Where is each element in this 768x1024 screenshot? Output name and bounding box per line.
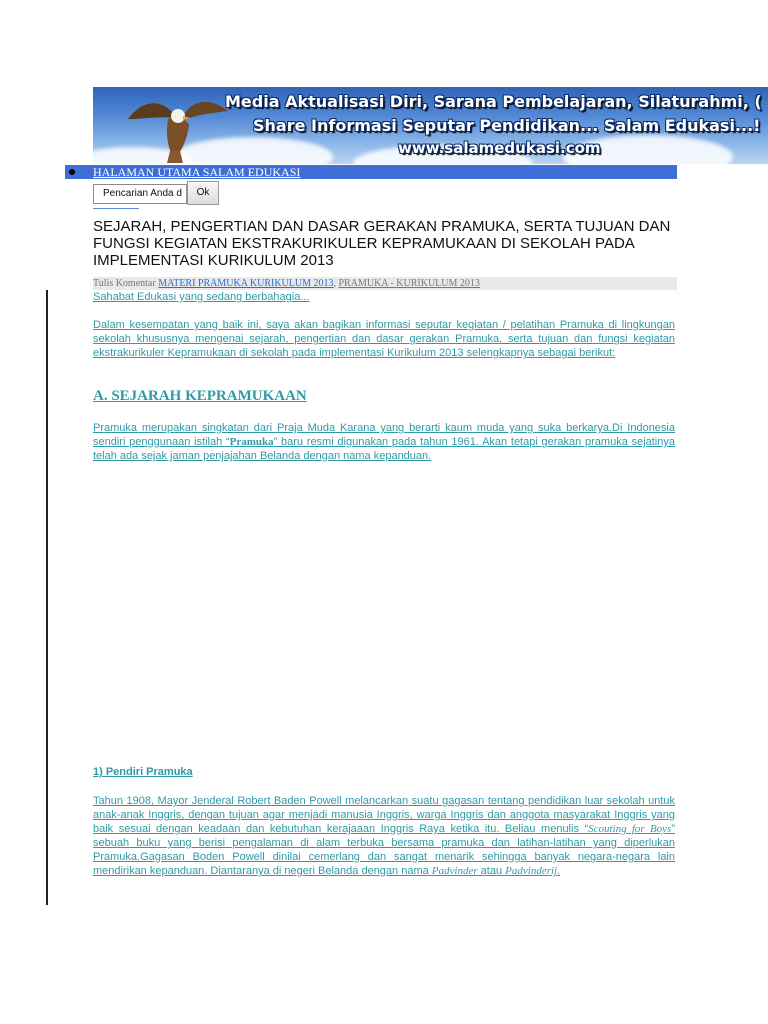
term-padvinder: Padvinder (431, 865, 478, 877)
founder-mid: atau (477, 865, 506, 877)
label-separator: , (333, 278, 339, 289)
banner-tagline-1: Media Aktualisasi Diri, Sarana Pembelajaran, Silaturahmi, ( (225, 92, 762, 111)
founder-paragraph (93, 794, 675, 878)
eagle-logo-icon (123, 89, 233, 164)
section-heading-sejarah: A. SEJARAH KEPRAMUKAAN (93, 388, 307, 404)
comment-label: Tulis Komentar (93, 278, 156, 289)
post-title: SEJARAH, PENGERTIAN DAN DASAR GERAKAN PRAMUKA, SERTA TUJUAN DAN FUNGSI KEGIATAN EKSTRAKURIKULER KEPRAMUKAAN DI SEKOLAH PADA IMPLEMENTASI KURIKULUM 2013 (93, 218, 671, 269)
term-pramuka: Pramuka (229, 436, 274, 448)
book-title: Scouting for Boys (588, 823, 672, 835)
founder-end: . (557, 865, 561, 877)
banner-tagline-2: Share Informasi Seputar Pendidikan... Salam Edukasi...! (253, 116, 761, 135)
pramuka-def-part1: Pramuka merupakan singkatan dari Praja Muda Karana yang berarti kaum muda yang suka berkarya.Di Indonesia sendiri penggunaan istilah “ (93, 422, 675, 448)
search-input[interactable]: Pencarian Anda d (93, 184, 187, 204)
main-nav-bar (65, 165, 677, 179)
sub-heading-pendiri: 1) Pendiri Pramuka (93, 766, 193, 778)
founder-part1: Tahun 1908, Mayor Jenderal Robert Baden Powell melancarkan suatu gagasan tentang pendidikan luar sekolah untuk anak-anak Inggris, dengan tujuan agar menjadi manusia Inggris, warga Inggris dan anggota masyarakat Inggris yang baik sesuai dengan keadaan dan kebutuhan kerajaaan Inggris Raya ketika itu. Beliau menulis “ (93, 795, 675, 835)
pramuka-def-part2: ” baru resmi digunakan pada tahun 1961. Akan tetapi gerakan pramuka sejatinya telah ada sejak jaman penjajahan Belanda dengan nama kepanduan. (93, 436, 675, 462)
search-ok-button[interactable]: Ok (187, 181, 219, 205)
post-meta-bar (93, 277, 677, 290)
intro-paragraph: Dalam kesempatan yang baik ini, saya akan bagikan informasi seputar kegiatan / pelatihan Pramuka di lingkungan sekolah khususnya mengenai sejarah, pengertian dan dasar gerakan Pramuka, serta tujuan dan fungsi kegiatan ekstrakurikuler Kepramukaan di sekolah pada implementasi Kurikulum 2013 selengkapnya sebagai berikut: (93, 319, 675, 359)
bullet-icon (69, 169, 75, 175)
divider (93, 208, 139, 209)
greeting-text: Sahabat Edukasi yang sedang berbahagia... (93, 291, 310, 303)
left-margin-rule (46, 290, 48, 905)
term-padvinderij: Padvinderij (505, 865, 558, 877)
banner-url: www.salamedukasi.com (398, 139, 601, 157)
founder-part2: ” sebuah buku yang berisi pengalaman di alam terbuka bersama pramuka dan latihan-latihan yang diperlukan Pramuka.Gagasan Boden Powell dinilai cemerlang dan sangat menarik sehingga banyak negara-negara lain mendirikan kepanduan. Diantaranya di negeri Belanda dengan nama (93, 823, 676, 877)
nav-link-home[interactable]: HALAMAN UTAMA SALAM EDUKASI (93, 165, 301, 179)
label-link-kurikulum[interactable]: PRAMUKA - KURIKULUM 2013 (338, 278, 480, 289)
label-link-materi[interactable]: MATERI PRAMUKA KURIKULUM 2013 (158, 278, 334, 289)
site-banner (93, 87, 768, 164)
pramuka-definition-paragraph (93, 421, 675, 463)
